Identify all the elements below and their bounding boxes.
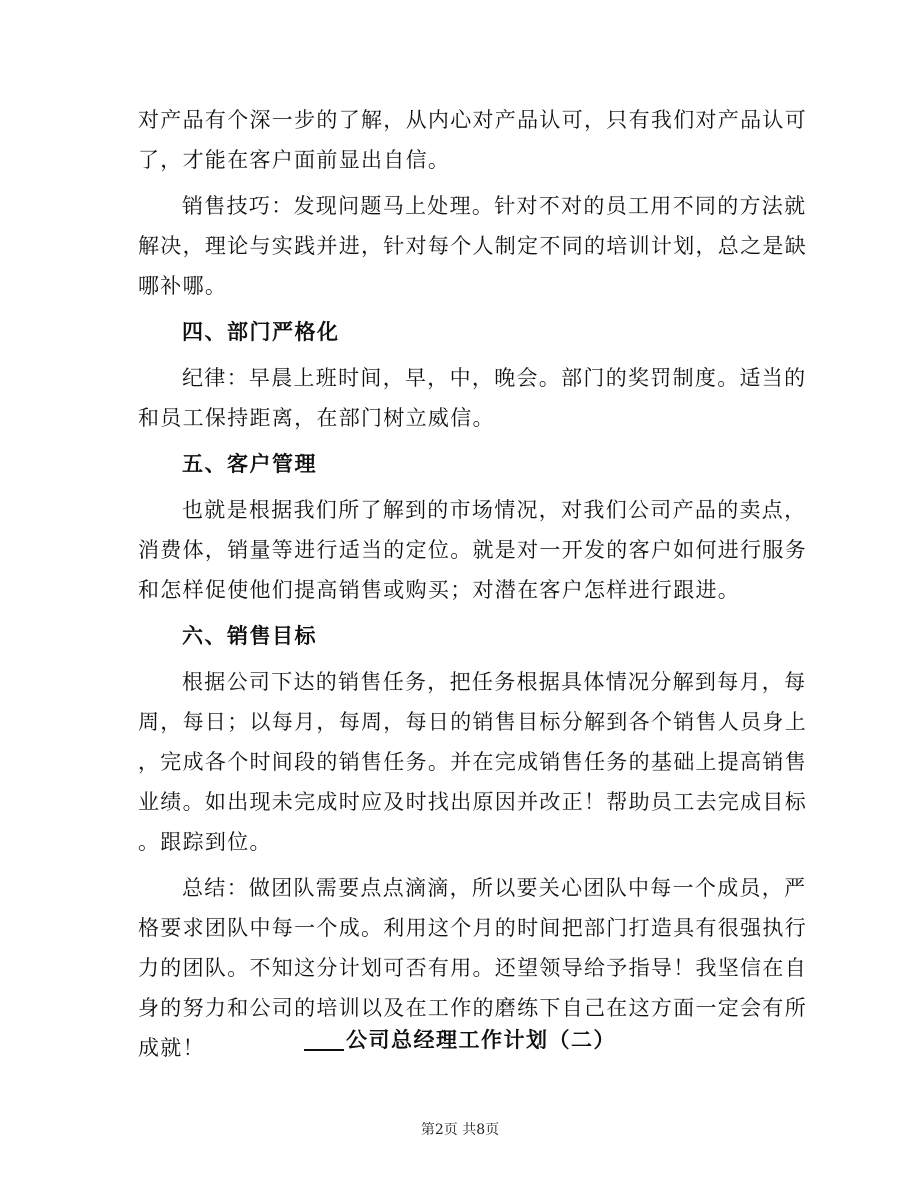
text-line: 根据公司下达的销售任务，把任务根据具体情况分解到每月，每 (182, 670, 807, 694)
paragraph (138, 490, 807, 610)
text-line: 了，才能在客户面前显出自信。 (138, 148, 451, 172)
text-line: 总结：做团队需要点点滴滴，所以要关心团队中每一个成员，严 (182, 876, 807, 900)
section-heading: 六、销售目标 (182, 623, 317, 648)
text-line: 成就！ (138, 1036, 205, 1060)
paragraph (138, 186, 807, 306)
text-line: 力的团队。不知这分计划可否有用。还望领导给予指导！我坚信在自 (138, 956, 807, 980)
text-line: 纪律：早晨上班时间，早，中，晚会。部门的奖罚制度。适当的 (182, 366, 807, 390)
next-section-title (0, 1020, 920, 1060)
paragraph (138, 358, 807, 438)
text-line: 哪补哪。 (138, 274, 228, 298)
text-line: 对产品有个深一步的了解，从内心对产品认可，只有我们对产品认可 (138, 108, 807, 132)
next-section-title-text: 公司总经理工作计划（二） (346, 1027, 616, 1052)
page-indicator: 第2页 共8页 (420, 1122, 500, 1138)
text-line: 销售技巧：发现问题马上处理。针对不对的员工用不同的方法就 (182, 194, 807, 218)
page-footer (0, 1120, 920, 1140)
document-body (138, 100, 807, 1068)
text-line: 周，每日；以每月，每周，每日的销售目标分解到各个销售人员身上 (138, 710, 807, 734)
text-line: 身的努力和公司的培训以及在工作的磨练下自己在这方面一定会有所 (138, 996, 807, 1020)
text-line: 格要求团队中每一个成。利用这个月的时间把部门打造具有很强执行 (138, 916, 807, 940)
section-heading: 四、部门严格化 (182, 319, 340, 344)
text-line: 业绩。如出现未完成时应及时找出原因并改正！帮助员工去完成目标 (138, 790, 807, 814)
text-line: 和怎样促使他们提高销售或购买；对潜在客户怎样进行跟进。 (138, 578, 741, 602)
paragraph (138, 662, 807, 862)
paragraph (138, 100, 807, 180)
text-line: 消费体，销量等进行适当的定位。就是对一开发的客户如何进行服务 (138, 538, 807, 562)
text-line: ，完成各个时间段的销售任务。并在完成销售任务的基础上提高销售 (138, 750, 807, 774)
text-line: 。跟踪到位。 (138, 830, 272, 854)
text-line: 也就是根据我们所了解到的市场情况，对我们公司产品的卖点， (182, 498, 807, 522)
text-line: 和员工保持距离，在部门树立威信。 (138, 406, 495, 430)
section-heading: 五、客户管理 (182, 451, 317, 476)
fill-in-blank (304, 1025, 344, 1051)
text-line: 解决，理论与实践并进，针对每个人制定不同的培训计划，总之是缺 (138, 234, 807, 258)
